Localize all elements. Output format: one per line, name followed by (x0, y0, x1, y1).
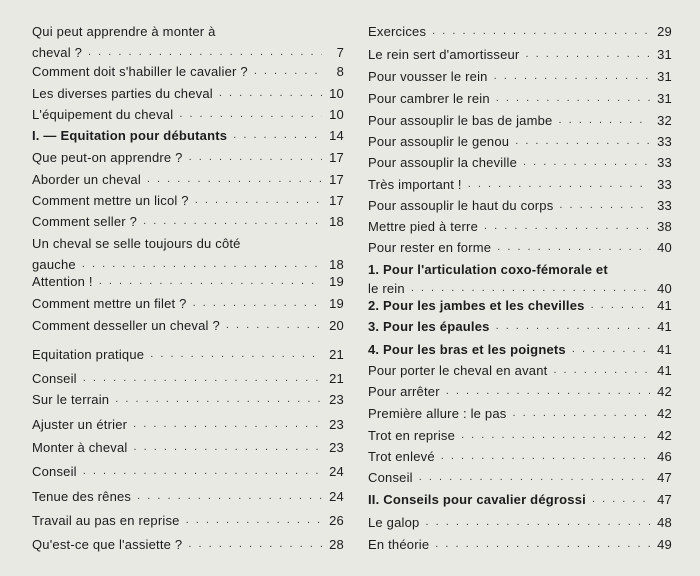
dot-leader (133, 417, 322, 432)
toc-entry[interactable] (32, 489, 344, 504)
toc-entry-title: Attention ! (32, 274, 93, 289)
toc-entry[interactable] (368, 198, 672, 213)
toc-entry-title: II. Conseils pour cavalier dégrossi (368, 492, 586, 507)
dot-leader (515, 134, 650, 149)
dot-leader (147, 172, 322, 187)
dot-leader (143, 214, 322, 229)
page-number: 40 (657, 281, 672, 296)
toc-entry[interactable] (32, 24, 344, 60)
toc-entry-title: Pour porter le cheval en avant (368, 363, 548, 378)
toc-entry-title: Ajuster un étrier (32, 417, 128, 432)
dot-leader (150, 347, 322, 362)
toc-entry[interactable] (368, 470, 672, 485)
page-number: 41 (657, 342, 672, 357)
toc-entry[interactable] (32, 236, 344, 272)
toc-entry[interactable] (32, 417, 344, 432)
toc-entry-title: Sur le terrain (32, 392, 110, 407)
toc-entry[interactable] (368, 319, 672, 334)
toc-entry[interactable] (32, 86, 344, 101)
page-number: 19 (329, 296, 344, 311)
page-number: 24 (329, 464, 344, 479)
dot-leader (189, 150, 322, 165)
dot-leader (446, 384, 650, 399)
toc-entry-title: Pour assouplir la cheville (368, 155, 517, 170)
dot-leader (432, 24, 650, 39)
toc-entry-title: Mettre pied à terre (368, 219, 479, 234)
toc-entry-title: Trot enlevé (368, 449, 435, 464)
toc-entry-title: Monter à cheval (32, 440, 128, 455)
toc-entry[interactable] (368, 113, 672, 128)
dot-leader (99, 274, 322, 289)
dot-leader (591, 298, 650, 313)
toc-entry[interactable] (32, 150, 344, 165)
page-number: 20 (329, 318, 344, 333)
dot-leader (425, 515, 650, 530)
toc-entry[interactable] (32, 513, 344, 528)
dot-leader (494, 69, 650, 84)
page-number: 24 (329, 489, 344, 504)
toc-entry[interactable] (32, 193, 344, 208)
page-number: 21 (329, 371, 344, 386)
toc-entry[interactable] (368, 342, 672, 357)
dot-leader (179, 107, 322, 122)
dot-leader (82, 257, 322, 272)
page-number: 23 (329, 392, 344, 407)
toc-entry-title: Pour rester en forme (368, 240, 492, 255)
toc-entry-title: Très important ! (368, 177, 462, 192)
page-number: 42 (657, 406, 672, 421)
toc-entry[interactable] (368, 298, 672, 313)
dot-leader (572, 342, 650, 357)
page-number: 38 (657, 219, 672, 234)
toc-entry[interactable] (368, 134, 672, 149)
page-number: 23 (329, 440, 344, 455)
toc-entry[interactable] (32, 371, 344, 386)
dot-leader (193, 296, 322, 311)
toc-entry-title: Que peut-on apprendre ? (32, 150, 183, 165)
dot-leader (411, 281, 650, 296)
toc-entry[interactable] (368, 262, 672, 296)
toc-entry-title: Comment mettre un licol ? (32, 193, 189, 208)
dot-leader (83, 464, 322, 479)
toc-entry[interactable] (368, 384, 672, 399)
toc-entry-title: I. — Equitation pour débutants (32, 128, 228, 143)
page-number: 28 (329, 537, 344, 552)
page-number: 49 (657, 537, 672, 552)
dot-leader (559, 198, 650, 213)
page-number: 7 (336, 45, 344, 60)
dot-leader (484, 219, 650, 234)
toc-entry-title: Aborder un cheval (32, 172, 141, 187)
toc-entry[interactable] (368, 24, 672, 39)
page-number: 47 (657, 492, 672, 507)
page-number: 10 (329, 107, 344, 122)
dot-leader (186, 513, 322, 528)
dot-leader (461, 428, 650, 443)
toc-entry-title: Comment seller ? (32, 214, 138, 229)
page-number: 8 (336, 64, 344, 79)
page-number: 18 (329, 214, 344, 229)
dot-leader (441, 449, 650, 464)
toc-entry[interactable] (32, 440, 344, 455)
toc-entry-title: Conseil (32, 371, 77, 386)
page-number: 14 (329, 128, 344, 143)
page-number: 31 (657, 91, 672, 106)
toc-entry-title: Tenue des rênes (32, 489, 132, 504)
page-number: 33 (657, 177, 672, 192)
toc-entry-title: 3. Pour les épaules (368, 319, 490, 334)
page-number: 40 (657, 240, 672, 255)
toc-entry[interactable] (32, 274, 344, 289)
dot-leader (553, 363, 650, 378)
toc-entry[interactable] (368, 47, 672, 62)
toc-entry-title: Pour vousser le rein (368, 69, 488, 84)
dot-leader (83, 371, 322, 386)
dot-leader (137, 489, 322, 504)
page-number: 47 (657, 470, 672, 485)
toc-entry-title: Le galop (368, 515, 420, 530)
toc-entry[interactable] (368, 406, 672, 421)
page-number: 17 (329, 150, 344, 165)
page-number: 42 (657, 428, 672, 443)
toc-entry-title: Première allure : le pas (368, 406, 507, 421)
dot-leader (468, 177, 650, 192)
toc-entry-title: Exercices (368, 24, 427, 39)
page-number: 32 (657, 113, 672, 128)
toc-entry[interactable] (368, 537, 672, 552)
toc-entry[interactable] (32, 128, 344, 143)
toc-entry[interactable] (32, 214, 344, 229)
toc-entry[interactable] (368, 69, 672, 84)
dot-leader (496, 91, 650, 106)
toc-entry-title: 2. Pour les jambes et les chevilles (368, 298, 585, 313)
dot-leader (496, 319, 650, 334)
dot-leader (525, 47, 650, 62)
toc-entry[interactable] (32, 392, 344, 407)
toc-entry[interactable] (368, 449, 672, 464)
toc-entry[interactable] (368, 91, 672, 106)
toc-entry-title: Comment mettre un filet ? (32, 296, 187, 311)
page-number: 41 (657, 298, 672, 313)
toc-entry-title: Conseil (32, 464, 77, 479)
toc-entry-title: 4. Pour les bras et les poignets (368, 342, 566, 357)
dot-leader (88, 45, 322, 60)
toc-entry-title-continued: le rein (368, 281, 405, 296)
toc-entry[interactable] (368, 177, 672, 192)
page-number: 41 (657, 319, 672, 334)
page-number: 33 (657, 155, 672, 170)
toc-entry-title: Pour cambrer le rein (368, 91, 490, 106)
dot-leader (134, 440, 323, 455)
page-number: 31 (657, 47, 672, 62)
page-number: 26 (329, 513, 344, 528)
toc-entry[interactable] (32, 318, 344, 333)
dot-leader (523, 155, 650, 170)
page-number: 31 (657, 69, 672, 84)
toc-entry[interactable] (368, 492, 672, 507)
page-number: 46 (657, 449, 672, 464)
toc-entry-title: Comment doit s'habiller le cavalier ? (32, 64, 248, 79)
toc-entry-title: Equitation pratique (32, 347, 145, 362)
toc-entry[interactable] (368, 219, 672, 234)
page-number: 21 (329, 347, 344, 362)
dot-leader (559, 113, 651, 128)
page-number: 23 (329, 417, 344, 432)
page-number: 19 (329, 274, 344, 289)
page-number: 17 (329, 193, 344, 208)
page-number: 33 (657, 198, 672, 213)
toc-entry-title: Pour arrêter (368, 384, 440, 399)
page-number: 29 (657, 24, 672, 39)
page-number: 18 (329, 257, 344, 272)
toc-entry-title: Pour assouplir le genou (368, 134, 510, 149)
toc-entry[interactable] (368, 155, 672, 170)
toc-entry-title: En théorie (368, 537, 430, 552)
toc-entry[interactable] (368, 428, 672, 443)
toc-entry[interactable] (368, 363, 672, 378)
toc-entry[interactable] (32, 347, 344, 362)
toc-entry[interactable] (32, 464, 344, 479)
toc-entry-title: Un cheval se selle toujours du côté (32, 236, 241, 251)
dot-leader (219, 86, 322, 101)
toc-entry-title: Pour assouplir le haut du corps (368, 198, 554, 213)
toc-entry-title-continued: gauche (32, 257, 76, 272)
toc-entry-title: Trot en reprise (368, 428, 456, 443)
toc-entry[interactable] (368, 240, 672, 255)
toc-entry-title: Qu'est-ce que l'assiette ? (32, 537, 183, 552)
page-number: 33 (657, 134, 672, 149)
dot-leader (512, 406, 650, 421)
dot-leader (254, 64, 322, 79)
toc-entry-title: Travail au pas en reprise (32, 513, 180, 528)
toc-entry-title: 1. Pour l'articulation coxo-fémorale et (368, 262, 608, 277)
dot-leader (497, 240, 650, 255)
toc-entry[interactable] (32, 537, 344, 552)
page-number: 10 (329, 86, 344, 101)
toc-entry[interactable] (368, 515, 672, 530)
dot-leader (115, 392, 322, 407)
toc-entry-title: Comment desseller un cheval ? (32, 318, 220, 333)
dot-leader (226, 318, 322, 333)
toc-entry-title: Pour assouplir le bas de jambe (368, 113, 553, 128)
toc-entry[interactable] (32, 64, 344, 79)
toc-entry-title: Les diverses parties du cheval (32, 86, 213, 101)
dot-leader (195, 193, 322, 208)
page-number: 48 (657, 515, 672, 530)
dot-leader (419, 470, 650, 485)
toc-entry-title-continued: cheval ? (32, 45, 83, 60)
toc-entry[interactable] (32, 107, 344, 122)
toc-entry[interactable] (32, 296, 344, 311)
dot-leader (188, 537, 322, 552)
toc-entry-title: L'équipement du cheval (32, 107, 174, 122)
dot-leader (435, 537, 650, 552)
page-number: 41 (657, 363, 672, 378)
toc-entry-title: Le rein sert d'amortisseur (368, 47, 520, 62)
page-number: 42 (657, 384, 672, 399)
toc-entry[interactable] (32, 172, 344, 187)
toc-entry-title: Conseil (368, 470, 413, 485)
page-number: 17 (329, 172, 344, 187)
toc-entry-title: Qui peut apprendre à monter à (32, 24, 216, 39)
dot-leader (592, 492, 650, 507)
dot-leader (233, 128, 322, 143)
